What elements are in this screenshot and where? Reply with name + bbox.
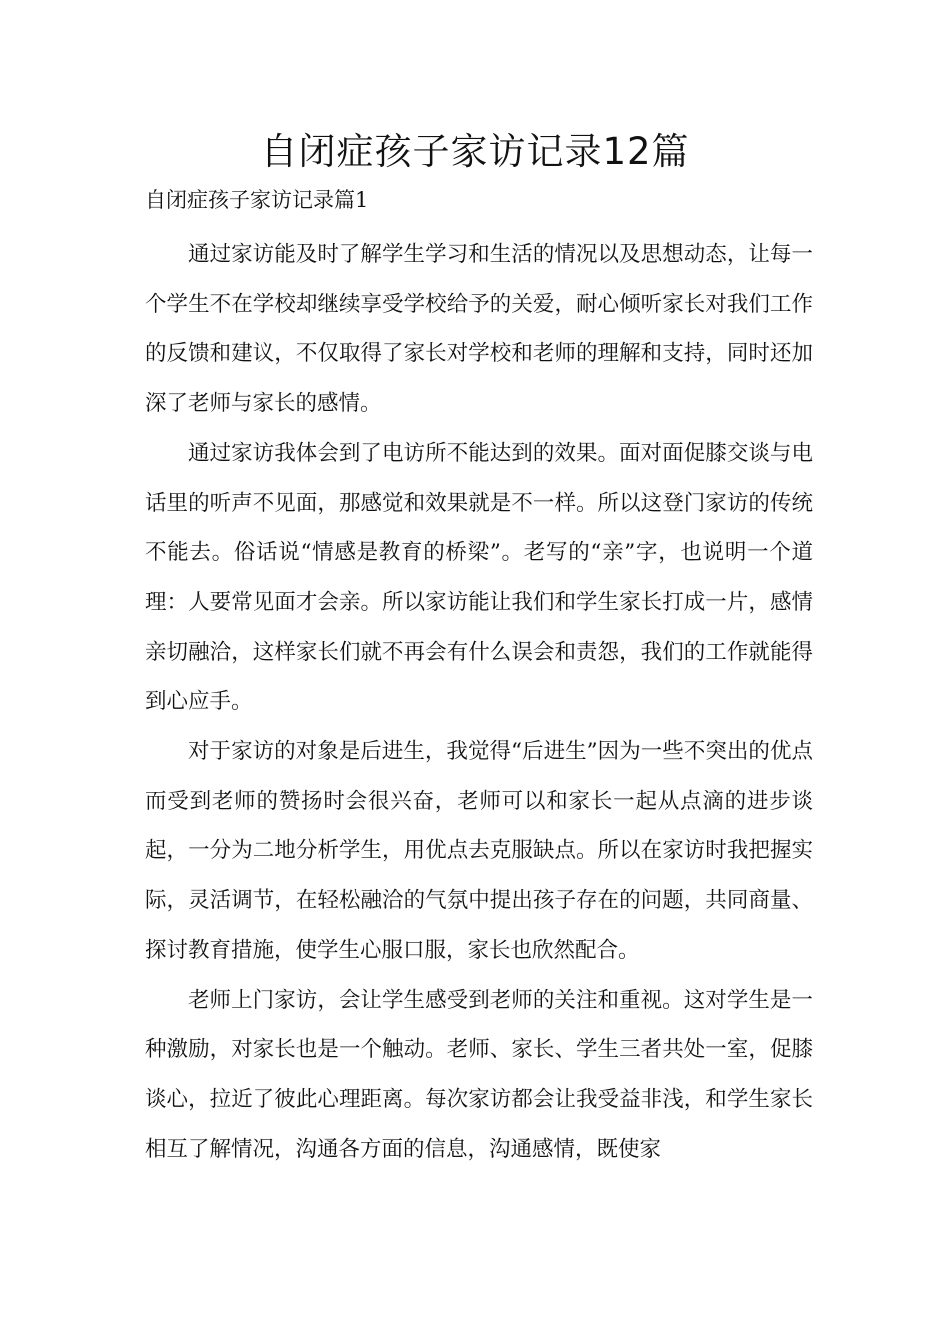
document-body [145, 230, 813, 1174]
paragraph: 通过家访我体会到了电访所不能达到的效果。面对面促膝交谈与电话里的听声不见面，那感觉和效果就是不一样。所以这登门家访的传统不能去。俗话说“情感是教育的桥梁”。老写的“亲”字，也说明一个道理：人要常见面才会亲。所以家访能让我们和学生家长打成一片，感情亲切融洽，这样家长们就不再会有什么误会和责怨，我们的工作就能得到心应手。 [145, 440, 813, 715]
paragraph: 对于家访的对象是后进生，我觉得“后进生”因为一些不突出的优点而受到老师的赞扬时会很兴奋，老师可以和家长一起从点滴的进步谈起，一分为二地分析学生，用优点去克服缺点。所以在家访时我把握实际，灵活调节，在轻松融洽的气氛中提出孩子存在的问题，共同商量、探讨教育措施，使学生心服口服，家长也欣然配合。 [145, 739, 813, 963]
paragraph: 老师上门家访，会让学生感受到老师的关注和重视。这对学生是一种激励，对家长也是一个触动。老师、家长、学生三者共处一室，促膝谈心，拉近了彼此心理距离。每次家访都会让我受益非浅，和学生家长相互了解情况，沟通各方面的信息，沟通感情，既使家 [145, 987, 813, 1162]
paragraph: 通过家访能及时了解学生学习和生活的情况以及思想动态，让每一个学生不在学校却继续享受学校给予的关爱，耐心倾听家长对我们工作的反馈和建议，不仅取得了家长对学校和老师的理解和支持，同时还加深了老师与家长的感情。 [145, 242, 813, 417]
section-heading: 自闭症孩子家访记录篇1 [145, 188, 369, 212]
document-title: 自闭症孩子家访记录12篇 [260, 130, 690, 173]
